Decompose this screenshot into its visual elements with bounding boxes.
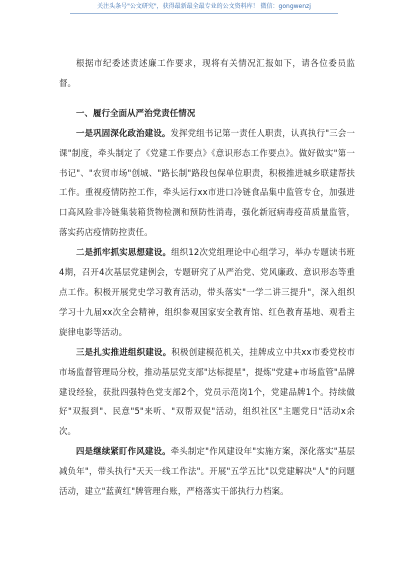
item-lead: 一是巩固深化政治建设。	[76, 127, 171, 138]
item-political-construction	[59, 124, 355, 243]
banner-divider	[70, 13, 338, 14]
item-body: 组织12次党组理论中心组学习，举办专题读书班4期，召开4次基层党建例会，专题研究了从严治党、党风廉政、意识形态等重点工作。积极开展党史学习教育活动，带头落实"一学二讲三提升"，深入组织学习十九届xx次全会精神，组织参观国家安全教育馆、红色教育基地、观看主旋律电影等活动。	[59, 247, 355, 337]
item-lead: 四是继续紧盯作风建设。	[76, 446, 171, 457]
top-banner	[0, 3, 408, 11]
item-body: 积极创建模范机关，挂牌成立中共xx市委党校市市场监督管理局分校，推动基层党支部"达标提星"，提炼"党建+市场监管"品牌建设经验，获批四强特色党支部2个，党员示范岗1个，党建品牌1个。持续做好"双报到"、民意"5"来听、"双帮双促"活动，组织社区"主题党日"活动x余次。	[59, 346, 355, 437]
banner-text: 关注头条号"公文研究"，获得最新最全最专业的公文资料库！ 微信：gongwenzj	[97, 3, 311, 10]
item-lead: 三是扎实推进组织建设。	[76, 346, 172, 357]
paragraph-spacer	[59, 94, 355, 104]
item-body: 牵头制定"作风建设年"实施方案，深化落实"基层减负年"，带头执行"天天一线工作法"。开展"五学五比"以党建解决"人"的问题活动，建立"蓝黄红"牌管理台账，严格落实干部执行力档案。	[59, 446, 355, 497]
item-body: 发挥党组书记第一责任人职责，认真执行"三会一课"制度，牵头制定了《党建工作要点》《意识形态工作要点》。做好做实"第一书记"、"农贸市场"创城、"路长制"路段包保单位职责，积极推进城乡联建帮扶工作。重视疫情防控工作，牵头运行xx市进口冷链食品集中监管专仓，加强进口高风险非冷链集装箱货物检测和预防性消毒，强化新冠病毒疫苗质量监管，落实药店疫情防控责任。	[59, 127, 355, 238]
item-organizational-construction	[59, 343, 355, 443]
intro-paragraph: 根据市纪委述责述廉工作要求，现将有关情况汇报如下，请各位委员监督。	[59, 58, 355, 88]
item-ideological-construction	[59, 243, 355, 343]
document-body	[59, 54, 355, 502]
item-work-style-construction	[59, 442, 355, 502]
item-lead: 二是抓牢抓实思想建设。	[76, 247, 172, 258]
section-heading: 一、履行全面从严治党责任情况	[76, 107, 196, 118]
